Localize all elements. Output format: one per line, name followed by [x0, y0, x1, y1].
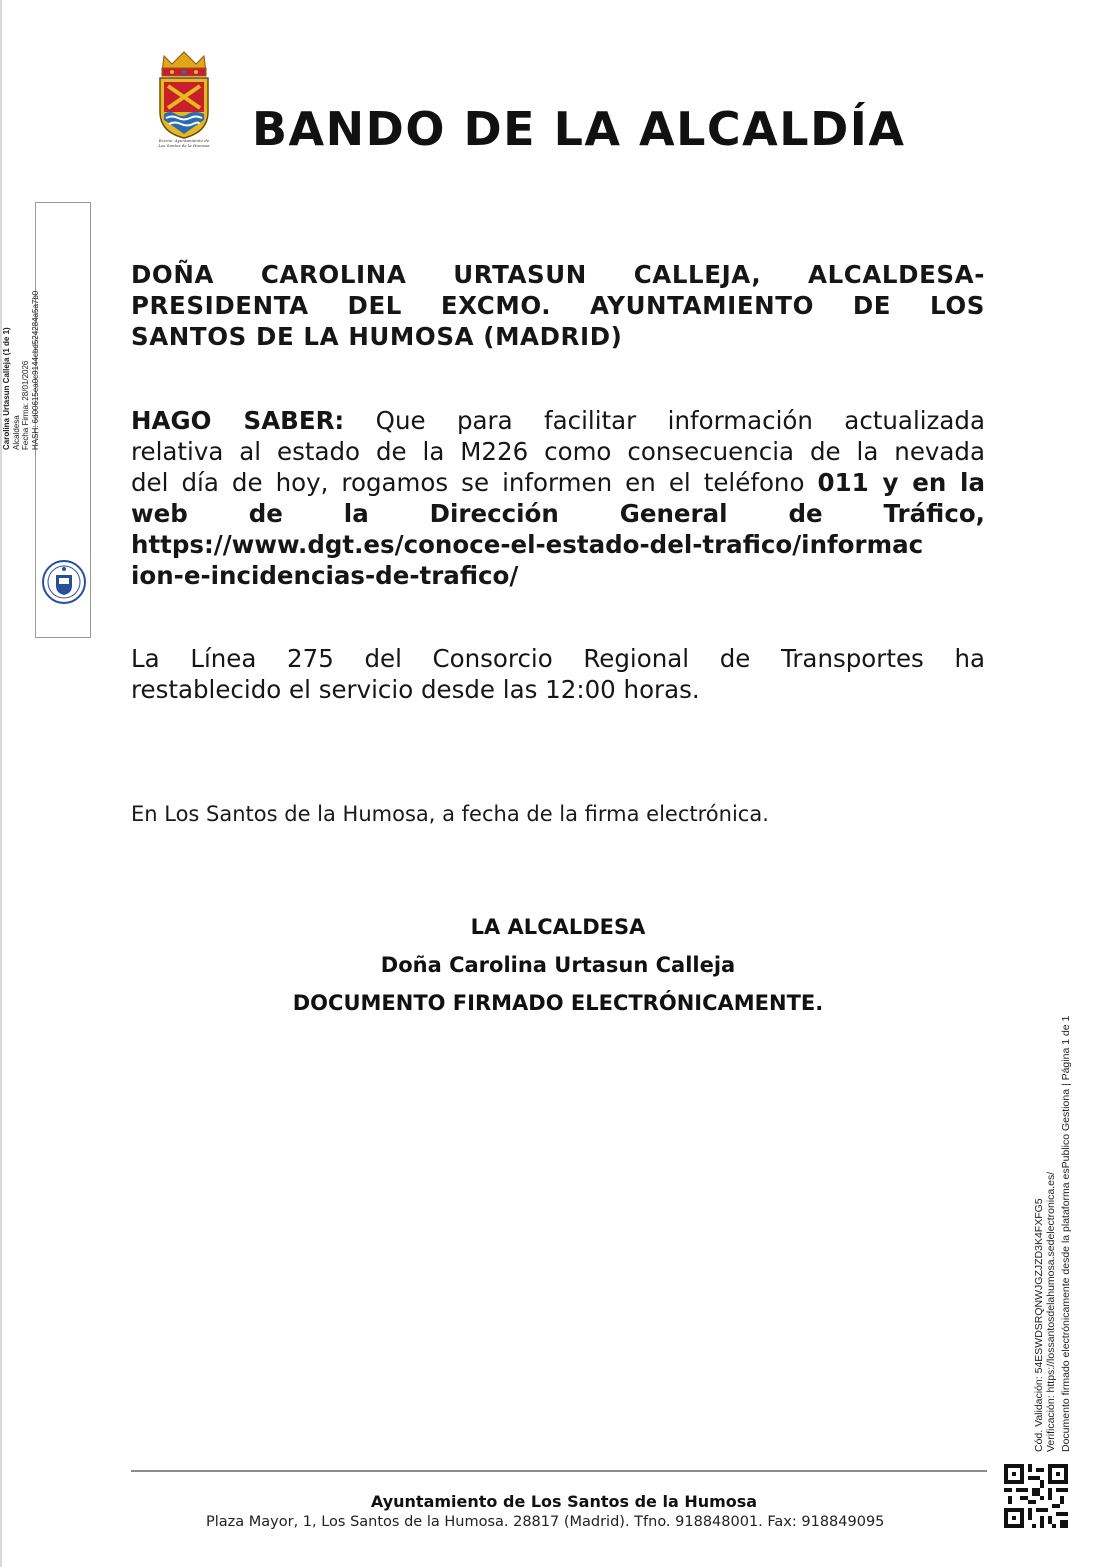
- stamp-date: Fecha Firma: 28/01/2026: [21, 360, 30, 450]
- announcement-text: del día de hoy, rogamos se informen en el teléfono: [131, 468, 805, 497]
- signature-note: DOCUMENTO FIRMADO ELECTRÓNICAMENTE.: [292, 991, 824, 1015]
- coat-caption-line: Excmo. Ayuntamiento de: [158, 138, 210, 143]
- page-edge: [0, 0, 2, 1567]
- announcement-text: relativa al estado de la M226 como consecuencia de la nevada: [131, 437, 985, 466]
- validation-code: Cód. Validación: 54ESWDSRQNWJGZJZD3K4FXFG5: [1033, 1198, 1045, 1452]
- announcement-label: HAGO SABER:: [131, 406, 345, 435]
- page-title: BANDO DE LA ALCALDÍA: [252, 102, 906, 156]
- signature-role: LA ALCALDESA: [470, 915, 646, 939]
- signature-name: Doña Carolina Urtasun Calleja: [380, 953, 736, 977]
- announcement-text: Que para facilitar información actualizada: [375, 406, 985, 435]
- verification-url[interactable]: Verificación: https://lossantosdelahumosa.sedelectronica.es/: [1045, 1171, 1057, 1452]
- heading-block: [131, 259, 985, 352]
- coat-caption-line: Los Santos de la Humosa: [158, 143, 210, 148]
- signature-stamp-text: [2, 250, 56, 450]
- platform-note: Documento firmado electrónicamente desde la plataforma esPublico Gestiona | Página 1 de 1: [1060, 1015, 1072, 1452]
- dgt-link[interactable]: ion-e-incidencias-de-trafico/: [131, 561, 519, 590]
- announcement-phone: 011 y en la: [817, 468, 985, 497]
- coat-caption: [145, 138, 223, 148]
- footer-divider: [131, 1470, 987, 1472]
- transport-text: La Línea 275 del Consorcio Regional de Transportes ha: [131, 644, 985, 673]
- footer-name: Ayuntamiento de Los Santos de la Humosa: [370, 1492, 758, 1511]
- heading-line: PRESIDENTA DEL EXCMO. AYUNTAMIENTO DE LOS: [131, 291, 985, 320]
- heading-line: SANTOS DE LA HUMOSA (MADRID): [131, 322, 623, 351]
- announcement-block: [131, 405, 985, 591]
- stamp-signer: Carolina Urtasun Calleja (1 de 1): [2, 327, 11, 450]
- dgt-link[interactable]: https://www.dgt.es/conoce-el-estado-del-trafico/informac: [131, 530, 924, 559]
- transport-block: [131, 643, 985, 705]
- seal-icon: [41, 559, 87, 605]
- place-date: En Los Santos de la Humosa, a fecha de la firma electrónica.: [131, 802, 769, 826]
- signature-block: [131, 912, 985, 1026]
- transport-text: restablecido el servicio desde las 12:00 horas.: [131, 675, 700, 704]
- stamp-role: Alcaldesa: [11, 415, 21, 450]
- coat-of-arms-icon: [150, 50, 218, 150]
- announcement-dgt: web de la Dirección General de Tráfico,: [131, 499, 985, 528]
- footer-address: Plaza Mayor, 1, Los Santos de la Humosa. 28817 (Madrid). Tfno. 918848001. Fax: 918849095: [206, 1514, 885, 1530]
- heading-line: DOÑA CAROLINA URTASUN CALLEJA, ALCALDESA-: [131, 260, 985, 289]
- stamp-hash: HASH: 6d00615ea0c9144cbd524284a5a7b0: [30, 290, 40, 450]
